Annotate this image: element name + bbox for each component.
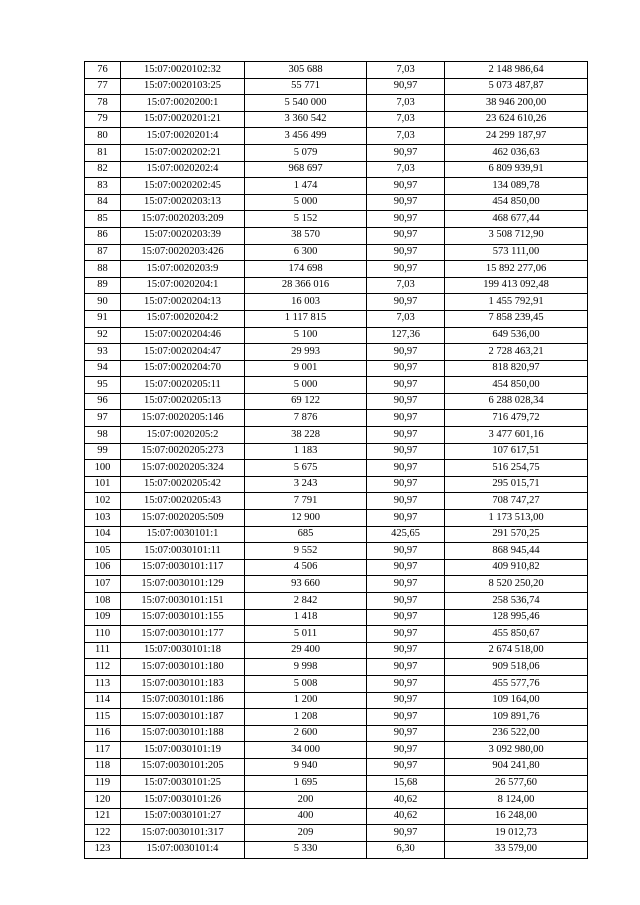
rate-cell: 90,97 — [367, 593, 445, 610]
area-cell: 7 791 — [245, 493, 367, 510]
cadastral-number-cell: 15:07:0030101:183 — [121, 675, 245, 692]
value-cell: 708 747,27 — [445, 493, 588, 510]
cadastral-number-cell: 15:07:0030101:117 — [121, 559, 245, 576]
value-cell: 134 089,78 — [445, 178, 588, 195]
table-row — [85, 377, 588, 394]
cadastral-number-cell: 15:07:0030101:155 — [121, 609, 245, 626]
rate-cell: 90,97 — [367, 742, 445, 759]
area-cell: 5 152 — [245, 211, 367, 228]
area-cell: 305 688 — [245, 62, 367, 79]
cadastral-number-cell: 15:07:0020205:2 — [121, 427, 245, 444]
value-cell: 3 092 980,00 — [445, 742, 588, 759]
value-cell: 1 173 513,00 — [445, 510, 588, 527]
row-number-cell: 105 — [85, 543, 121, 560]
area-cell: 5 000 — [245, 377, 367, 394]
table-row — [85, 642, 588, 659]
value-cell: 455 850,67 — [445, 626, 588, 643]
rate-cell: 90,97 — [367, 659, 445, 676]
cadastral-number-cell: 15:07:0020205:42 — [121, 476, 245, 493]
table-row — [85, 194, 588, 211]
rate-cell: 90,97 — [367, 410, 445, 427]
table-row — [85, 576, 588, 593]
row-number-cell: 116 — [85, 725, 121, 742]
value-cell: 454 850,00 — [445, 194, 588, 211]
table-row — [85, 393, 588, 410]
row-number-cell: 122 — [85, 825, 121, 842]
row-number-cell: 119 — [85, 775, 121, 792]
cadastral-number-cell: 15:07:0020202:4 — [121, 161, 245, 178]
rate-cell: 7,03 — [367, 277, 445, 294]
table-row — [85, 543, 588, 560]
table-row — [85, 227, 588, 244]
row-number-cell: 106 — [85, 559, 121, 576]
area-cell: 29 993 — [245, 344, 367, 361]
cadastral-number-cell: 15:07:0020203:9 — [121, 261, 245, 278]
cadastral-number-cell: 15:07:0030101:18 — [121, 642, 245, 659]
table-row — [85, 775, 588, 792]
area-cell: 5 011 — [245, 626, 367, 643]
value-cell: 258 536,74 — [445, 593, 588, 610]
row-number-cell: 101 — [85, 476, 121, 493]
table-row — [85, 360, 588, 377]
table-row — [85, 593, 588, 610]
table-row — [85, 825, 588, 842]
table-row — [85, 792, 588, 809]
area-cell: 16 003 — [245, 294, 367, 311]
rate-cell: 90,97 — [367, 559, 445, 576]
area-cell: 2 842 — [245, 593, 367, 610]
table-row — [85, 808, 588, 825]
rate-cell: 90,97 — [367, 510, 445, 527]
table-row — [85, 443, 588, 460]
value-cell: 109 164,00 — [445, 692, 588, 709]
value-cell: 7 858 239,45 — [445, 310, 588, 327]
cadastral-number-cell: 15:07:0020203:39 — [121, 227, 245, 244]
rate-cell: 90,97 — [367, 609, 445, 626]
row-number-cell: 113 — [85, 675, 121, 692]
rate-cell: 90,97 — [367, 393, 445, 410]
cadastral-number-cell: 15:07:0030101:317 — [121, 825, 245, 842]
table-row — [85, 344, 588, 361]
rate-cell: 90,97 — [367, 227, 445, 244]
rate-cell: 15,68 — [367, 775, 445, 792]
row-number-cell: 95 — [85, 377, 121, 394]
area-cell: 1 208 — [245, 709, 367, 726]
cadastral-number-cell: 15:07:0030101:187 — [121, 709, 245, 726]
table-row — [85, 178, 588, 195]
rate-cell: 7,03 — [367, 95, 445, 112]
row-number-cell: 87 — [85, 244, 121, 261]
table-row — [85, 161, 588, 178]
cadastral-number-cell: 15:07:0020203:209 — [121, 211, 245, 228]
rate-cell: 90,97 — [367, 211, 445, 228]
table-row — [85, 758, 588, 775]
rate-cell: 90,97 — [367, 709, 445, 726]
value-cell: 16 248,00 — [445, 808, 588, 825]
table-row — [85, 659, 588, 676]
value-cell: 904 241,80 — [445, 758, 588, 775]
row-number-cell: 123 — [85, 841, 121, 858]
area-cell: 3 243 — [245, 476, 367, 493]
rate-cell: 90,97 — [367, 261, 445, 278]
rate-cell: 90,97 — [367, 576, 445, 593]
value-cell: 909 518,06 — [445, 659, 588, 676]
value-cell: 454 850,00 — [445, 377, 588, 394]
area-cell: 55 771 — [245, 78, 367, 95]
rate-cell: 90,97 — [367, 692, 445, 709]
table-row — [85, 725, 588, 742]
row-number-cell: 115 — [85, 709, 121, 726]
table-row — [85, 261, 588, 278]
rate-cell: 6,30 — [367, 841, 445, 858]
row-number-cell: 84 — [85, 194, 121, 211]
row-number-cell: 121 — [85, 808, 121, 825]
cadastral-number-cell: 15:07:0030101:180 — [121, 659, 245, 676]
cadastral-number-cell: 15:07:0030101:188 — [121, 725, 245, 742]
area-cell: 28 366 016 — [245, 277, 367, 294]
table-row — [85, 62, 588, 79]
table-row — [85, 95, 588, 112]
area-cell: 2 600 — [245, 725, 367, 742]
value-cell: 19 012,73 — [445, 825, 588, 842]
table-row — [85, 294, 588, 311]
row-number-cell: 80 — [85, 128, 121, 145]
value-cell: 409 910,82 — [445, 559, 588, 576]
row-number-cell: 93 — [85, 344, 121, 361]
area-cell: 5 079 — [245, 144, 367, 161]
value-cell: 468 677,44 — [445, 211, 588, 228]
table-row — [85, 626, 588, 643]
value-cell: 573 111,00 — [445, 244, 588, 261]
area-cell: 9 001 — [245, 360, 367, 377]
rate-cell: 90,97 — [367, 725, 445, 742]
cadastral-number-cell: 15:07:0030101:26 — [121, 792, 245, 809]
row-number-cell: 89 — [85, 277, 121, 294]
cadastral-number-cell: 15:07:0020205:324 — [121, 460, 245, 477]
rate-cell: 90,97 — [367, 675, 445, 692]
row-number-cell: 99 — [85, 443, 121, 460]
rate-cell: 90,97 — [367, 758, 445, 775]
row-number-cell: 82 — [85, 161, 121, 178]
area-cell: 5 000 — [245, 194, 367, 211]
row-number-cell: 88 — [85, 261, 121, 278]
table-row — [85, 609, 588, 626]
rate-cell: 7,03 — [367, 128, 445, 145]
table-row — [85, 476, 588, 493]
rate-cell: 425,65 — [367, 526, 445, 543]
area-cell: 93 660 — [245, 576, 367, 593]
area-cell: 5 330 — [245, 841, 367, 858]
rate-cell: 90,97 — [367, 144, 445, 161]
table-row — [85, 211, 588, 228]
value-cell: 455 577,76 — [445, 675, 588, 692]
rate-cell: 90,97 — [367, 427, 445, 444]
cadastral-number-cell: 15:07:0020201:4 — [121, 128, 245, 145]
value-cell: 2 728 463,21 — [445, 344, 588, 361]
rate-cell: 7,03 — [367, 111, 445, 128]
value-cell: 8 124,00 — [445, 792, 588, 809]
cadastral-number-cell: 15:07:0030101:151 — [121, 593, 245, 610]
area-cell: 12 900 — [245, 510, 367, 527]
row-number-cell: 111 — [85, 642, 121, 659]
cadastral-number-cell: 15:07:0020205:509 — [121, 510, 245, 527]
row-number-cell: 104 — [85, 526, 121, 543]
cadastral-number-cell: 15:07:0030101:186 — [121, 692, 245, 709]
row-number-cell: 81 — [85, 144, 121, 161]
value-cell: 15 892 277,06 — [445, 261, 588, 278]
row-number-cell: 98 — [85, 427, 121, 444]
cadastral-number-cell: 15:07:0020102:32 — [121, 62, 245, 79]
value-cell: 818 820,97 — [445, 360, 588, 377]
rate-cell: 90,97 — [367, 244, 445, 261]
area-cell: 1 418 — [245, 609, 367, 626]
value-cell: 516 254,75 — [445, 460, 588, 477]
cadastral-number-cell: 15:07:0020205:13 — [121, 393, 245, 410]
area-cell: 1 183 — [245, 443, 367, 460]
cadastral-number-cell: 15:07:0020205:43 — [121, 493, 245, 510]
row-number-cell: 78 — [85, 95, 121, 112]
rate-cell: 127,36 — [367, 327, 445, 344]
row-number-cell: 102 — [85, 493, 121, 510]
table-row — [85, 460, 588, 477]
cadastral-number-cell: 15:07:0020202:45 — [121, 178, 245, 195]
cadastral-number-cell: 15:07:0020204:2 — [121, 310, 245, 327]
table-row — [85, 709, 588, 726]
rate-cell: 90,97 — [367, 543, 445, 560]
table-row — [85, 277, 588, 294]
row-number-cell: 112 — [85, 659, 121, 676]
rate-cell: 90,97 — [367, 294, 445, 311]
rate-cell: 90,97 — [367, 178, 445, 195]
cadastral-number-cell: 15:07:0030101:205 — [121, 758, 245, 775]
value-cell: 649 536,00 — [445, 327, 588, 344]
value-cell: 128 995,46 — [445, 609, 588, 626]
row-number-cell: 100 — [85, 460, 121, 477]
row-number-cell: 108 — [85, 593, 121, 610]
cadastral-number-cell: 15:07:0020204:13 — [121, 294, 245, 311]
row-number-cell: 83 — [85, 178, 121, 195]
area-cell: 400 — [245, 808, 367, 825]
cadastral-number-cell: 15:07:0020205:11 — [121, 377, 245, 394]
cadastral-number-cell: 15:07:0030101:27 — [121, 808, 245, 825]
cadastral-number-cell: 15:07:0030101:11 — [121, 543, 245, 560]
cadastral-number-cell: 15:07:0030101:1 — [121, 526, 245, 543]
row-number-cell: 107 — [85, 576, 121, 593]
rate-cell: 90,97 — [367, 360, 445, 377]
cadastral-number-cell: 15:07:0030101:25 — [121, 775, 245, 792]
value-cell: 3 508 712,90 — [445, 227, 588, 244]
rate-cell: 90,97 — [367, 344, 445, 361]
value-cell: 236 522,00 — [445, 725, 588, 742]
value-cell: 8 520 250,20 — [445, 576, 588, 593]
table-row — [85, 692, 588, 709]
row-number-cell: 117 — [85, 742, 121, 759]
table-row — [85, 841, 588, 858]
area-cell: 34 000 — [245, 742, 367, 759]
table-row — [85, 510, 588, 527]
rate-cell: 90,97 — [367, 443, 445, 460]
table-row — [85, 111, 588, 128]
table-row — [85, 675, 588, 692]
area-cell: 200 — [245, 792, 367, 809]
area-cell: 9 998 — [245, 659, 367, 676]
table-row — [85, 742, 588, 759]
row-number-cell: 90 — [85, 294, 121, 311]
value-cell: 6 809 939,91 — [445, 161, 588, 178]
cadastral-number-cell: 15:07:0020203:13 — [121, 194, 245, 211]
cadastral-number-cell: 15:07:0020200:1 — [121, 95, 245, 112]
area-cell: 685 — [245, 526, 367, 543]
area-cell: 1 200 — [245, 692, 367, 709]
cadastral-number-cell: 15:07:0020205:273 — [121, 443, 245, 460]
cadastral-number-cell: 15:07:0020204:1 — [121, 277, 245, 294]
area-cell: 1 695 — [245, 775, 367, 792]
area-cell: 968 697 — [245, 161, 367, 178]
value-cell: 2 674 518,00 — [445, 642, 588, 659]
rate-cell: 90,97 — [367, 626, 445, 643]
rate-cell: 7,03 — [367, 310, 445, 327]
area-cell: 5 100 — [245, 327, 367, 344]
row-number-cell: 97 — [85, 410, 121, 427]
area-cell: 6 300 — [245, 244, 367, 261]
area-cell: 3 456 499 — [245, 128, 367, 145]
cadastral-number-cell: 15:07:0020205:146 — [121, 410, 245, 427]
row-number-cell: 77 — [85, 78, 121, 95]
cadastral-number-cell: 15:07:0020203:426 — [121, 244, 245, 261]
rate-cell: 90,97 — [367, 825, 445, 842]
table-row — [85, 244, 588, 261]
table-body — [85, 62, 588, 859]
area-cell: 174 698 — [245, 261, 367, 278]
table-row — [85, 559, 588, 576]
row-number-cell: 76 — [85, 62, 121, 79]
area-cell: 1 474 — [245, 178, 367, 195]
rate-cell: 90,97 — [367, 476, 445, 493]
row-number-cell: 86 — [85, 227, 121, 244]
row-number-cell: 85 — [85, 211, 121, 228]
rate-cell: 90,97 — [367, 377, 445, 394]
area-cell: 29 400 — [245, 642, 367, 659]
land-parcel-table — [84, 61, 588, 859]
value-cell: 107 617,51 — [445, 443, 588, 460]
cadastral-number-cell: 15:07:0020204:47 — [121, 344, 245, 361]
row-number-cell: 110 — [85, 626, 121, 643]
value-cell: 109 891,76 — [445, 709, 588, 726]
row-number-cell: 103 — [85, 510, 121, 527]
value-cell: 462 036,63 — [445, 144, 588, 161]
value-cell: 3 477 601,16 — [445, 427, 588, 444]
cadastral-number-cell: 15:07:0020201:21 — [121, 111, 245, 128]
value-cell: 6 288 028,34 — [445, 393, 588, 410]
value-cell: 26 577,60 — [445, 775, 588, 792]
area-cell: 7 876 — [245, 410, 367, 427]
rate-cell: 7,03 — [367, 161, 445, 178]
area-cell: 4 506 — [245, 559, 367, 576]
table-row — [85, 128, 588, 145]
row-number-cell: 114 — [85, 692, 121, 709]
value-cell: 2 148 986,64 — [445, 62, 588, 79]
area-cell: 1 117 815 — [245, 310, 367, 327]
cadastral-number-cell: 15:07:0020204:46 — [121, 327, 245, 344]
cadastral-number-cell: 15:07:0020103:25 — [121, 78, 245, 95]
table-row — [85, 526, 588, 543]
table-row — [85, 410, 588, 427]
value-cell: 5 073 487,87 — [445, 78, 588, 95]
rate-cell: 40,62 — [367, 808, 445, 825]
value-cell: 291 570,25 — [445, 526, 588, 543]
table-row — [85, 493, 588, 510]
area-cell: 5 675 — [245, 460, 367, 477]
value-cell: 199 413 092,48 — [445, 277, 588, 294]
area-cell: 5 540 000 — [245, 95, 367, 112]
cadastral-number-cell: 15:07:0030101:129 — [121, 576, 245, 593]
value-cell: 868 945,44 — [445, 543, 588, 560]
rate-cell: 90,97 — [367, 642, 445, 659]
table-row — [85, 78, 588, 95]
area-cell: 38 228 — [245, 427, 367, 444]
row-number-cell: 92 — [85, 327, 121, 344]
table-row — [85, 427, 588, 444]
area-cell: 9 940 — [245, 758, 367, 775]
area-cell: 209 — [245, 825, 367, 842]
cadastral-number-cell: 15:07:0020202:21 — [121, 144, 245, 161]
value-cell: 295 015,71 — [445, 476, 588, 493]
rate-cell: 90,97 — [367, 493, 445, 510]
rate-cell: 7,03 — [367, 62, 445, 79]
table-row — [85, 327, 588, 344]
rate-cell: 90,97 — [367, 460, 445, 477]
row-number-cell: 96 — [85, 393, 121, 410]
cadastral-number-cell: 15:07:0030101:19 — [121, 742, 245, 759]
area-cell: 5 008 — [245, 675, 367, 692]
row-number-cell: 109 — [85, 609, 121, 626]
value-cell: 38 946 200,00 — [445, 95, 588, 112]
value-cell: 24 299 187,97 — [445, 128, 588, 145]
row-number-cell: 91 — [85, 310, 121, 327]
area-cell: 3 360 542 — [245, 111, 367, 128]
table-row — [85, 310, 588, 327]
table-row — [85, 144, 588, 161]
row-number-cell: 79 — [85, 111, 121, 128]
value-cell: 33 579,00 — [445, 841, 588, 858]
rate-cell: 90,97 — [367, 78, 445, 95]
cadastral-number-cell: 15:07:0030101:177 — [121, 626, 245, 643]
rate-cell: 40,62 — [367, 792, 445, 809]
row-number-cell: 94 — [85, 360, 121, 377]
area-cell: 69 122 — [245, 393, 367, 410]
row-number-cell: 120 — [85, 792, 121, 809]
cadastral-number-cell: 15:07:0020204:70 — [121, 360, 245, 377]
value-cell: 23 624 610,26 — [445, 111, 588, 128]
row-number-cell: 118 — [85, 758, 121, 775]
value-cell: 716 479,72 — [445, 410, 588, 427]
area-cell: 38 570 — [245, 227, 367, 244]
value-cell: 1 455 792,91 — [445, 294, 588, 311]
area-cell: 9 552 — [245, 543, 367, 560]
rate-cell: 90,97 — [367, 194, 445, 211]
cadastral-number-cell: 15:07:0030101:4 — [121, 841, 245, 858]
